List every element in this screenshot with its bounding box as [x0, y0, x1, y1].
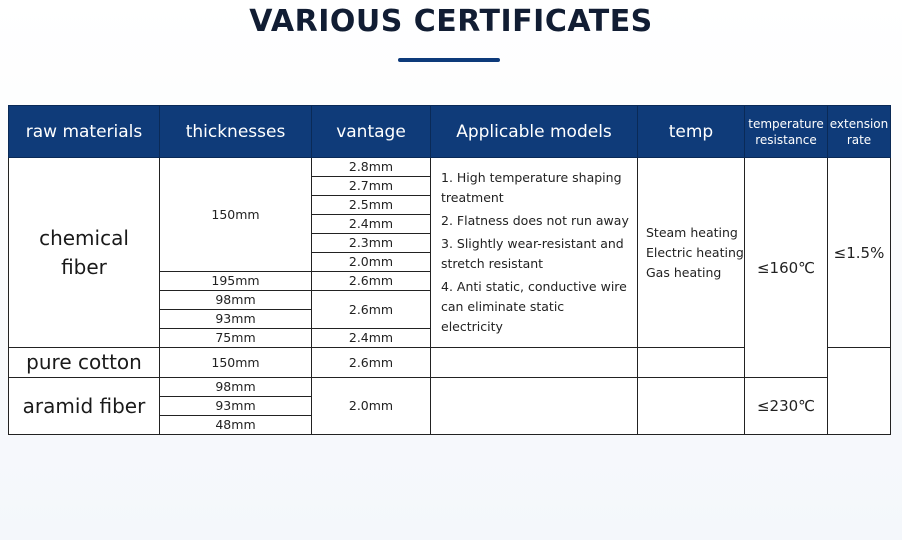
- temp-method: Steam heating: [646, 224, 738, 240]
- material-pure-cotton: pure cotton: [9, 348, 160, 378]
- header-temp: temp: [638, 106, 745, 158]
- vantage-cell: 2.8mm: [312, 158, 431, 177]
- header-ext-line1: extension: [829, 116, 889, 131]
- extension-rate-cell: ≤1.5%: [828, 158, 891, 348]
- title-underline: [398, 58, 500, 62]
- vantage-cell: 2.4mm: [312, 329, 431, 348]
- temp-resistance-cell: ≤230℃: [745, 378, 828, 435]
- header-temp-res-line2: resistance: [755, 132, 817, 147]
- thickness-cell: 75mm: [160, 329, 312, 348]
- header-extension-rate: [828, 106, 891, 158]
- model-item: 2. Flatness does not run away: [441, 213, 629, 228]
- header-applicable-models: Applicable models: [431, 106, 638, 158]
- temp-method: Electric heating: [646, 244, 744, 260]
- temp-method: Gas heating: [646, 264, 722, 280]
- table-row: [9, 378, 891, 397]
- table-row: [9, 158, 891, 177]
- model-item: 4. Anti static, conductive wire can eliminate static electricity: [441, 279, 627, 334]
- table-header-row: [9, 106, 891, 158]
- page-title: VARIOUS CERTIFICATES: [249, 4, 653, 39]
- header-ext-line2: rate: [846, 132, 872, 147]
- certificates-table: [8, 105, 891, 435]
- model-item: 1. High temperature shaping treatment: [441, 170, 622, 205]
- material-line1: chemical: [39, 225, 129, 250]
- model-item: 3. Slightly wear-resistant and stretch resistant: [441, 236, 624, 271]
- temp-cell: [638, 158, 745, 348]
- extension-rate-cell: [828, 348, 891, 435]
- thickness-cell: 195mm: [160, 272, 312, 291]
- material-aramid-fiber: aramid fiber: [9, 378, 160, 435]
- thickness-cell: 93mm: [160, 310, 312, 329]
- temp-cell: [638, 378, 745, 435]
- applicable-models-cell: [431, 348, 638, 378]
- header-raw-materials: raw materials: [9, 106, 160, 158]
- vantage-cell: 2.6mm: [312, 272, 431, 291]
- header-thicknesses: thicknesses: [160, 106, 312, 158]
- vantage-cell: 2.4mm: [312, 215, 431, 234]
- vantage-cell: 2.6mm: [312, 348, 431, 378]
- thickness-cell: 150mm: [160, 348, 312, 378]
- header-vantage: vantage: [312, 106, 431, 158]
- temp-cell: [638, 348, 745, 378]
- vantage-cell: 2.6mm: [312, 291, 431, 329]
- applicable-models-cell: [431, 378, 638, 435]
- header-temperature-resistance: [745, 106, 828, 158]
- vantage-cell: 2.7mm: [312, 177, 431, 196]
- temp-resistance-cell: ≤160℃: [745, 158, 828, 378]
- vantage-cell: 2.0mm: [312, 378, 431, 435]
- vantage-cell: 2.3mm: [312, 234, 431, 253]
- thickness-cell: 93mm: [160, 397, 312, 416]
- header-temp-res-line1: temperature: [748, 116, 824, 131]
- thickness-cell: 98mm: [160, 378, 312, 397]
- vantage-cell: 2.0mm: [312, 253, 431, 272]
- vantage-cell: 2.5mm: [312, 196, 431, 215]
- thickness-cell: 48mm: [160, 416, 312, 435]
- thickness-cell: 150mm: [160, 158, 312, 272]
- applicable-models-cell: [431, 158, 638, 348]
- thickness-cell: 98mm: [160, 291, 312, 310]
- material-line2: fiber: [61, 254, 107, 279]
- material-chemical-fiber: [9, 158, 160, 348]
